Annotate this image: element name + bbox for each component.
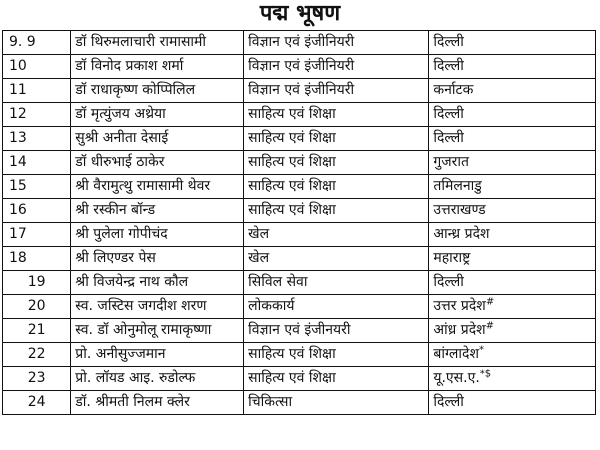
page-title: पद्म भूषण: [259, 1, 341, 26]
table-row: [3, 79, 596, 103]
field-text: विज्ञान एवं इंजीनयरी: [248, 322, 351, 338]
table-row: [3, 343, 596, 367]
serial-number-cell: [3, 31, 71, 55]
state-country-cell: [429, 271, 596, 295]
table-row: [3, 271, 596, 295]
table-row: [3, 367, 596, 391]
state-country-text: गुजरात: [433, 154, 469, 170]
table-row: [3, 295, 596, 319]
state-country-text: दिल्ली: [433, 106, 464, 122]
awardee-name-text: डॉ विनोद प्रकाश शर्मा: [75, 58, 184, 74]
awardee-name-cell: [71, 55, 244, 79]
awardee-name-cell: [71, 175, 244, 199]
field-text: विज्ञान एवं इंजीनियरी: [248, 58, 355, 74]
field-text: लोककार्य: [248, 298, 295, 314]
awardee-name-cell: [71, 343, 244, 367]
state-country-text: दिल्ली: [433, 58, 464, 74]
field-cell: [244, 175, 429, 199]
state-country-cell: [429, 79, 596, 103]
field-cell: [244, 199, 429, 223]
state-country-cell: [429, 223, 596, 247]
state-country-cell: [429, 367, 596, 391]
field-text: खेल: [248, 250, 270, 266]
serial-number-text: 12: [9, 106, 27, 122]
serial-number-text: 15: [9, 178, 27, 194]
awardee-name-text: श्री लिएण्डर पेस: [75, 250, 156, 266]
field-cell: [244, 247, 429, 271]
field-cell: [244, 367, 429, 391]
field-cell: [244, 223, 429, 247]
serial-number-text: 16: [9, 202, 27, 218]
serial-number-text: 13: [9, 130, 27, 146]
state-country-cell: [429, 55, 596, 79]
state-country-text: दिल्ली: [433, 274, 464, 290]
field-cell: [244, 151, 429, 175]
awardee-name-text: श्री विजयेन्द्र नाथ कौल: [75, 274, 189, 290]
serial-number-cell: [3, 343, 71, 367]
field-cell: [244, 271, 429, 295]
field-text: विज्ञान एवं इंजीनियरी: [248, 82, 355, 98]
state-country-cell: [429, 199, 596, 223]
field-text: साहित्य एवं शिक्षा: [248, 202, 336, 218]
state-country-text: तमिलनाडु: [433, 178, 482, 194]
serial-number-cell: [3, 199, 71, 223]
state-country-text: उत्तराखण्ड: [433, 202, 486, 218]
table-row: [3, 223, 596, 247]
serial-number-cell: [3, 151, 71, 175]
awardee-name-text: प्रो. लॉयड आइ. रुडोल्फ: [75, 370, 196, 386]
awardee-name-text: डॉ राधाकृष्ण कोप्पिलिल: [75, 82, 196, 98]
field-cell: [244, 31, 429, 55]
awardees-table: [2, 30, 596, 415]
field-cell: [244, 295, 429, 319]
serial-number-cell: [3, 391, 71, 415]
serial-number-cell: [3, 103, 71, 127]
field-text: साहित्य एवं शिक्षा: [248, 154, 336, 170]
awardee-name-cell: [71, 391, 244, 415]
field-text: साहित्य एवं शिक्षा: [248, 178, 336, 194]
field-cell: [244, 79, 429, 103]
state-country-cell: [429, 247, 596, 271]
awardee-name-cell: [71, 295, 244, 319]
field-text: साहित्य एवं शिक्षा: [248, 106, 336, 122]
serial-number-cell: [3, 319, 71, 343]
awardee-name-text: डॉ मृत्युंजय अथ्रेया: [75, 106, 166, 122]
serial-number-text: 22: [27, 346, 46, 362]
awardee-name-cell: [71, 367, 244, 391]
field-cell: [244, 391, 429, 415]
serial-number-text: 9. 9: [9, 34, 36, 50]
serial-number-cell: [3, 367, 71, 391]
field-cell: [244, 55, 429, 79]
state-country-text: कर्नाटक: [433, 82, 474, 98]
field-text: खेल: [248, 226, 270, 242]
awardee-name-cell: [71, 127, 244, 151]
serial-number-text: 20: [27, 298, 46, 314]
field-text: विज्ञान एवं इंजीनियरी: [248, 34, 355, 50]
serial-number-text: 21: [27, 322, 46, 338]
table-row: [3, 151, 596, 175]
table-row: [3, 55, 596, 79]
state-country-cell: [429, 127, 596, 151]
awardee-name-cell: [71, 199, 244, 223]
serial-number-text: 24: [27, 394, 46, 410]
field-cell: [244, 103, 429, 127]
serial-number-cell: [3, 295, 71, 319]
state-country-text: दिल्ली: [433, 130, 464, 146]
field-text: साहित्य एवं शिक्षा: [248, 370, 336, 386]
serial-number-text: 11: [9, 82, 27, 98]
serial-number-text: 19: [27, 274, 46, 290]
awardee-name-text: स्व. डॉ ओनुमोलू रामाकृष्णा: [75, 322, 212, 338]
serial-number-text: 18: [9, 250, 27, 266]
field-text: चिकित्सा: [248, 394, 293, 410]
table-row: [3, 103, 596, 127]
serial-number-cell: [3, 175, 71, 199]
serial-number-text: 23: [27, 370, 46, 386]
awardee-name-cell: [71, 247, 244, 271]
awardee-name-text: स्व. जस्टिस जगदीश शरण: [75, 298, 207, 314]
awardee-name-text: प्रो. अनीसुज्जमान: [75, 346, 166, 362]
serial-number-text: 14: [9, 154, 27, 170]
state-country-cell: [429, 151, 596, 175]
awardees-table-body: [3, 31, 596, 415]
state-country-cell: [429, 175, 596, 199]
state-country-cell: [429, 319, 596, 343]
awardee-name-text: श्री रस्कीन बॉन्ड: [75, 202, 156, 218]
footnote-mark: *$: [479, 368, 492, 380]
serial-number-cell: [3, 79, 71, 103]
state-country-cell: [429, 31, 596, 55]
awardee-name-text: डॉ धीरुभाई ठाकेर: [75, 154, 165, 170]
awardee-name-text: श्री वैरामुत्थु रामासामी थेवर: [75, 178, 211, 194]
field-text: साहित्य एवं शिक्षा: [248, 346, 336, 362]
field-cell: [244, 127, 429, 151]
state-country-cell: [429, 295, 596, 319]
field-cell: [244, 343, 429, 367]
serial-number-cell: [3, 271, 71, 295]
serial-number-cell: [3, 223, 71, 247]
footnote-mark: *: [479, 344, 484, 356]
state-country-text: महाराष्ट्र: [433, 250, 471, 266]
table-row: [3, 127, 596, 151]
state-country-cell: [429, 103, 596, 127]
awardee-name-cell: [71, 103, 244, 127]
awardee-name-text: डॉ. श्रीमती निलम क्लेर: [75, 394, 190, 410]
awardee-name-cell: [71, 79, 244, 103]
serial-number-text: 10: [9, 58, 27, 74]
state-country-text: बांग्लादेश: [433, 346, 479, 362]
state-country-text: दिल्ली: [433, 394, 464, 410]
awardee-name-cell: [71, 271, 244, 295]
awardee-name-cell: [71, 31, 244, 55]
state-country-cell: [429, 391, 596, 415]
state-country-text: दिल्ली: [433, 34, 464, 50]
footnote-mark: #: [485, 296, 495, 308]
awardee-name-cell: [71, 319, 244, 343]
state-country-text: आंध्र प्रदेश: [433, 322, 486, 338]
state-country-cell: [429, 343, 596, 367]
awardee-name-cell: [71, 151, 244, 175]
table-row: [3, 31, 596, 55]
serial-number-cell: [3, 55, 71, 79]
table-row: [3, 247, 596, 271]
field-text: सिविल सेवा: [248, 274, 308, 290]
table-row: [3, 319, 596, 343]
field-text: साहित्य एवं शिक्षा: [248, 130, 336, 146]
state-country-text: आन्ध्र प्रदेश: [433, 226, 490, 242]
awardee-name-text: श्री पुलेला गोपीचंद: [75, 226, 168, 242]
field-cell: [244, 319, 429, 343]
table-row: [3, 391, 596, 415]
state-country-text: यू.एस.ए.: [433, 370, 480, 386]
table-row: [3, 199, 596, 223]
serial-number-cell: [3, 127, 71, 151]
footnote-mark: #: [485, 320, 495, 332]
state-country-text: उत्तर प्रदेश: [433, 298, 486, 314]
awardee-name-cell: [71, 223, 244, 247]
serial-number-text: 17: [9, 226, 27, 242]
awardee-name-text: डॉ थिरुमलाचारी रामासामी: [75, 34, 207, 50]
table-row: [3, 175, 596, 199]
awardee-name-text: सुश्री अनीता देसाई: [75, 130, 169, 146]
serial-number-cell: [3, 247, 71, 271]
